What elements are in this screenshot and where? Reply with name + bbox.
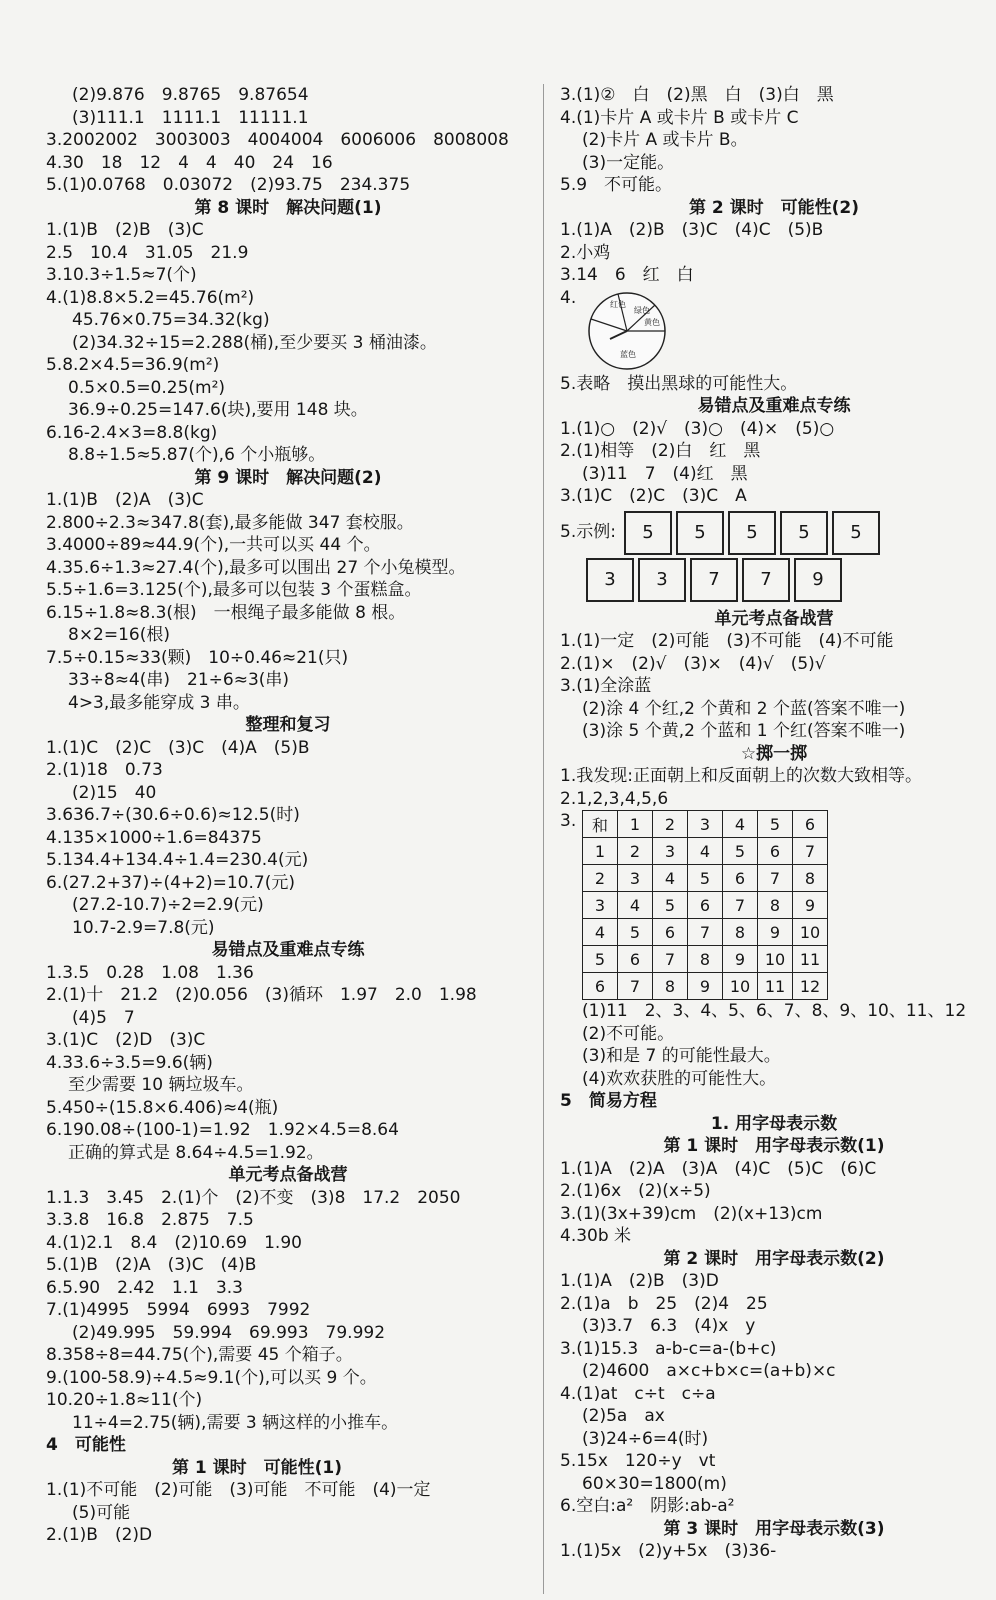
spinner-label: 红色 — [610, 299, 626, 309]
answer-line: 2.(1)6x (2)(x÷5) — [560, 1181, 711, 1201]
answer-line: 2.(1)18 0.73 — [46, 760, 163, 780]
answer-line: 11÷4=2.75(辆),需要 3 辆这样的小推车。 — [72, 1412, 399, 1433]
answer-line: 4.(1)8.8×5.2=45.76(m²) — [46, 287, 255, 308]
spinner-label: 蓝色 — [620, 349, 636, 359]
table-cell: 3 — [653, 838, 688, 865]
answer-line: 1.(1)一定 (2)可能 (3)不可能 (4)不可能 — [560, 631, 894, 651]
table-cell: 8 — [793, 865, 828, 892]
answer-line: (2)不可能。 — [582, 1023, 675, 1044]
table-cell: 6 — [723, 865, 758, 892]
answer-line: 2.(1)a b 25 (2)4 25 — [560, 1293, 768, 1314]
answer-line: 4.30b 米 — [560, 1226, 632, 1246]
number-card: 5 — [780, 511, 828, 555]
section-title: 第 2 课时 可能性(2) — [688, 197, 860, 218]
answer-line: (2)34.32÷15=2.288(桶),至少要买 3 桶油漆。 — [72, 332, 437, 353]
table-cell: 5 — [723, 838, 758, 865]
answer-line: 7.5÷0.15≈33(颗) 10÷0.46≈21(只) — [46, 647, 349, 668]
answer-line: 6.16-2.4×3=8.8(kg) — [46, 422, 218, 443]
section-title: 单元考点备战营 — [714, 608, 834, 629]
column-divider — [543, 84, 544, 1594]
answer-line: 4.135×1000÷1.6=84375 — [46, 827, 262, 848]
question-number: 5.示例: — [560, 522, 616, 543]
table-cell: 5 — [653, 892, 688, 919]
answer-line: (4)欢欢获胜的可能性大。 — [582, 1068, 777, 1089]
answer-line: 6.(27.2+37)÷(4+2)=10.7(元) — [46, 872, 295, 893]
answer-line: 10.7-2.9=7.8(元) — [72, 917, 215, 938]
answer-line: 5.(1)0.0768 0.03072 (2)93.75 234.375 — [46, 175, 411, 195]
answer-line: 1.(1)B (2)B (3)C — [46, 220, 204, 240]
table-row — [583, 892, 828, 919]
spinner-label: 黄色 — [644, 317, 660, 327]
answer-line: 5.134.4+134.4÷1.4=230.4(元) — [46, 850, 309, 870]
section-title: 第 1 课时 用字母表示数(1) — [663, 1136, 885, 1156]
number-card: 3 — [586, 558, 634, 602]
answer-line: 1.3.5 0.28 1.08 1.36 — [46, 962, 254, 983]
number-card: 9 — [794, 558, 842, 602]
section-title: 单元考点备战营 — [228, 1165, 348, 1185]
answer-line: 4.(1)at c÷t c÷a — [560, 1383, 716, 1404]
table-cell: 8 — [653, 973, 688, 1000]
table-cell: 11 — [758, 973, 793, 1000]
answer-line: 3.2002002 3003003 4004004 6006006 8008008 — [46, 130, 509, 150]
table-cell: 4 — [723, 811, 758, 838]
chapter-heading: 5 简易方程 — [560, 1091, 657, 1111]
answer-line: 2.小鸡 — [560, 242, 611, 263]
answer-line: 4.(1)2.1 8.4 (2)10.69 1.90 — [46, 1232, 302, 1253]
answer-line: 3.(1)C (2)C (3)C A — [560, 486, 747, 506]
answer-line: (3)24÷6=4(时) — [582, 1428, 709, 1449]
answer-line: 3.10.3÷1.5≈7(个) — [46, 265, 197, 285]
table-cell: 9 — [688, 973, 723, 1000]
table-cell: 11 — [793, 946, 828, 973]
table-row — [583, 919, 828, 946]
table-cell: 7 — [618, 973, 653, 1000]
left-column — [46, 84, 530, 1547]
answer-line: 至少需要 10 辆垃圾车。 — [68, 1075, 254, 1095]
answer-line: (2)9.876 9.8765 9.87654 — [72, 85, 309, 105]
table-cell: 7 — [758, 865, 793, 892]
table-cell: 10 — [793, 919, 828, 946]
table-row — [583, 838, 828, 865]
table-cell: 6 — [793, 811, 828, 838]
answer-line: 2.800÷2.3≈347.8(套),最多能做 347 套校服。 — [46, 512, 414, 533]
answer-line: 1.(1)A (2)A (3)A (4)C (5)C (6)C — [560, 1158, 877, 1179]
number-card: 5 — [676, 511, 724, 555]
section-title: 1. 用字母表示数 — [710, 1113, 838, 1134]
table-cell: 6 — [758, 838, 793, 865]
chapter-heading: 4 可能性 — [46, 1435, 126, 1455]
answer-line: 4>3,最多能穿成 3 串。 — [68, 692, 250, 713]
answer-line: 2.(1)十 21.2 (2)0.056 (3)循环 1.97 2.0 1.98 — [46, 985, 477, 1005]
answer-line: 9.(100-58.9)÷4.5≈9.1(个),可以买 9 个。 — [46, 1367, 377, 1388]
answer-line: (1)11 2、3、4、5、6、7、8、9、10、11、12 — [582, 1001, 967, 1021]
answer-line: 5.450÷(15.8×6.406)≈4(瓶) — [46, 1097, 279, 1118]
answer-line: 1.(1)A (2)B (3)D — [560, 1271, 719, 1291]
answer-line: 3.14 6 红 白 — [560, 265, 694, 285]
table-cell: 2 — [653, 811, 688, 838]
spinner-answer — [560, 287, 988, 373]
section-title: 整理和复习 — [245, 715, 331, 735]
answer-line: 2.5 10.4 31.05 21.9 — [46, 242, 249, 263]
section-title: 易错点及重难点专练 — [697, 396, 851, 416]
answer-line: 3.4000÷89≈44.9(个),一共可以买 44 个。 — [46, 535, 381, 555]
answer-line: 5.8.2×4.5=36.9(m²) — [46, 355, 220, 375]
table-row — [583, 946, 828, 973]
answer-line: (3)涂 5 个黄,2 个蓝和 1 个红(答案不唯一) — [582, 721, 906, 741]
table-cell: 3 — [583, 892, 618, 919]
answer-line: 2.1,2,3,4,5,6 — [560, 788, 669, 809]
table-cell: 8 — [688, 946, 723, 973]
answer-line: 6.空白:a² 阴影:ab-a² — [560, 1496, 735, 1516]
example-row — [560, 508, 988, 558]
answer-line: (2)15 40 — [72, 782, 157, 803]
number-card: 5 — [832, 511, 880, 555]
answer-line: (2)卡片 A 或卡片 B。 — [582, 130, 748, 150]
answer-line: 1.(1)C (2)C (3)C (4)A (5)B — [46, 737, 310, 758]
table-cell: 4 — [618, 892, 653, 919]
question-number: 4. — [560, 287, 577, 308]
answer-line: (3)11 7 (4)红 黑 — [582, 463, 748, 484]
answer-line: 3.(1)15.3 a-b-c=a-(b+c) — [560, 1338, 777, 1359]
table-cell: 5 — [688, 865, 723, 892]
table-cell: 5 — [618, 919, 653, 946]
answer-line: (2)49.995 59.994 69.993 79.992 — [72, 1322, 386, 1343]
answer-line: 1.(1)5x (2)y+5x (3)36- — [560, 1541, 777, 1561]
answer-line: 3.(1)全涂蓝 — [560, 676, 652, 696]
answer-line: 5.表略 摸出黑球的可能性大。 — [560, 373, 798, 394]
answer-line: (2)5a ax — [582, 1406, 665, 1426]
table-cell: 7 — [688, 919, 723, 946]
table-cell: 和 — [583, 811, 618, 838]
table-cell: 1 — [618, 811, 653, 838]
answer-line: 4.30 18 12 4 4 40 24 16 — [46, 152, 333, 173]
answer-line: (3)一定能。 — [582, 152, 675, 173]
table-cell: 8 — [758, 892, 793, 919]
number-card: 3 — [638, 558, 686, 602]
spinner-diagram — [582, 287, 672, 373]
dice-sum-table — [582, 810, 828, 1000]
table-cell: 9 — [723, 946, 758, 973]
table-row — [583, 811, 828, 838]
example-row — [560, 558, 988, 608]
answer-line: 6.15÷1.8≈8.3(根) 一根绳子最多能做 8 根。 — [46, 602, 406, 623]
number-card: 5 — [728, 511, 776, 555]
table-cell: 6 — [653, 919, 688, 946]
table-cell: 1 — [583, 838, 618, 865]
answer-line: 33÷8≈4(串) 21÷6≈3(串) — [68, 670, 290, 690]
table-cell: 3 — [618, 865, 653, 892]
answer-line: 4.33.6÷3.5=9.6(辆) — [46, 1052, 213, 1073]
answer-line: 1.1.3 3.45 2.(1)个 (2)不变 (3)8 17.2 2050 — [46, 1187, 461, 1208]
section-title: 第 1 课时 可能性(1) — [172, 1457, 343, 1478]
answer-line: 3.636.7÷(30.6÷0.6)≈12.5(时) — [46, 805, 300, 825]
answer-line: 1.(1)A (2)B (3)C (4)C (5)B — [560, 220, 824, 240]
answer-line: (3)和是 7 的可能性最大。 — [582, 1046, 781, 1066]
answer-line: 5.5÷1.6=3.125(个),最多可以包装 3 个蛋糕盒。 — [46, 580, 422, 600]
answer-line: (2)4600 a×c+b×c=(a+b)×c — [582, 1361, 836, 1381]
answer-line: 8×2=16(根) — [68, 625, 171, 645]
answer-line: 6.5.90 2.42 1.1 3.3 — [46, 1277, 243, 1298]
table-cell: 10 — [723, 973, 758, 1000]
section-title: 第 2 课时 用字母表示数(2) — [663, 1248, 885, 1269]
section-title: 第 9 课时 解决问题(2) — [194, 467, 382, 488]
answer-line: 3.(1)C (2)D (3)C — [46, 1030, 206, 1050]
answer-line: 36.9÷0.25=147.6(块),要用 148 块。 — [68, 400, 368, 420]
answer-line: (27.2-10.7)÷2=2.9(元) — [72, 895, 264, 915]
table-cell: 9 — [758, 919, 793, 946]
section-title: 第 8 课时 解决问题(1) — [194, 197, 382, 218]
answer-line: 3.3.8 16.8 2.875 7.5 — [46, 1210, 254, 1230]
section-title: 易错点及重难点专练 — [211, 940, 365, 960]
table-cell: 3 — [688, 811, 723, 838]
sum-table-answer — [560, 810, 988, 1000]
answer-line: 8.8÷1.5≈5.87(个),6 个小瓶够。 — [68, 445, 326, 465]
table-cell: 10 — [758, 946, 793, 973]
table-cell: 7 — [793, 838, 828, 865]
table-cell: 9 — [793, 892, 828, 919]
answer-line: (3)111.1 1111.1 11111.1 — [72, 107, 309, 128]
section-title: 第 3 课时 用字母表示数(3) — [663, 1518, 885, 1539]
table-cell: 12 — [793, 973, 828, 1000]
answer-line: 4.(1)卡片 A 或卡片 B 或卡片 C — [560, 107, 799, 128]
answer-line: 5.9 不可能。 — [560, 175, 673, 195]
answer-line: (4)5 7 — [72, 1007, 135, 1028]
table-cell: 2 — [618, 838, 653, 865]
number-card: 5 — [624, 511, 672, 555]
answer-line: 5.(1)B (2)A (3)C (4)B — [46, 1255, 257, 1275]
table-cell: 4 — [688, 838, 723, 865]
answer-line: 0.5×0.5=0.25(m²) — [68, 377, 226, 398]
answer-line: (3)3.7 6.3 (4)x y — [582, 1316, 756, 1336]
answer-line: 3.(1)② 白 (2)黑 白 (3)白 黑 — [560, 85, 834, 105]
number-card: 7 — [742, 558, 790, 602]
answer-line: 1.(1)○ (2)√ (3)○ (4)× (5)○ — [560, 418, 835, 439]
table-cell: 7 — [723, 892, 758, 919]
table-cell: 8 — [723, 919, 758, 946]
answer-line: 1.我发现:正面朝上和反面朝上的次数大致相等。 — [560, 766, 922, 786]
answer-line: 2.(1)B (2)D — [46, 1525, 153, 1545]
answer-line: 2.(1)× (2)√ (3)× (4)√ (5)√ — [560, 653, 826, 674]
table-cell: 5 — [583, 946, 618, 973]
answer-line: 2.(1)相等 (2)白 红 黑 — [560, 441, 761, 461]
question-number: 3. — [560, 811, 577, 831]
table-cell: 4 — [653, 865, 688, 892]
answer-line: 正确的算式是 8.64÷4.5=1.92。 — [68, 1142, 324, 1163]
answer-line: 10.20÷1.8≈11(个) — [46, 1390, 203, 1410]
table-row — [583, 973, 828, 1000]
answer-line: (2)涂 4 个红,2 个黄和 2 个蓝(答案不唯一) — [582, 698, 906, 719]
answer-line: 7.(1)4995 5994 6993 7992 — [46, 1300, 311, 1320]
number-card: 7 — [690, 558, 738, 602]
answer-line: 8.358÷8=44.75(个),需要 45 个箱子。 — [46, 1345, 353, 1365]
table-row — [583, 865, 828, 892]
table-cell: 6 — [688, 892, 723, 919]
table-cell: 2 — [583, 865, 618, 892]
table-cell: 5 — [758, 811, 793, 838]
answer-line: 3.(1)(3x+39)cm (2)(x+13)cm — [560, 1203, 823, 1224]
table-cell: 4 — [583, 919, 618, 946]
answer-line: (5)可能 — [72, 1502, 131, 1523]
answer-line: 60×30=1800(m) — [582, 1473, 727, 1494]
table-cell: 6 — [583, 973, 618, 1000]
spinner-label: 绿色 — [634, 305, 650, 315]
table-cell: 7 — [653, 946, 688, 973]
answer-line: 6.190.08÷(100-1)=1.92 1.92×4.5=8.64 — [46, 1120, 399, 1140]
answer-line: 1.(1)B (2)A (3)C — [46, 490, 204, 510]
answer-line: 4.35.6÷1.3≈27.4(个),最多可以围出 27 个小兔模型。 — [46, 557, 466, 578]
answer-line: 1.(1)不可能 (2)可能 (3)可能 不可能 (4)一定 — [46, 1480, 431, 1500]
section-title: ☆掷一掷 — [740, 743, 808, 764]
table-cell: 6 — [618, 946, 653, 973]
right-column — [560, 84, 988, 1563]
answer-line: 45.76×0.75=34.32(kg) — [72, 310, 270, 330]
answer-line: 5.15x 120÷y vt — [560, 1451, 716, 1471]
